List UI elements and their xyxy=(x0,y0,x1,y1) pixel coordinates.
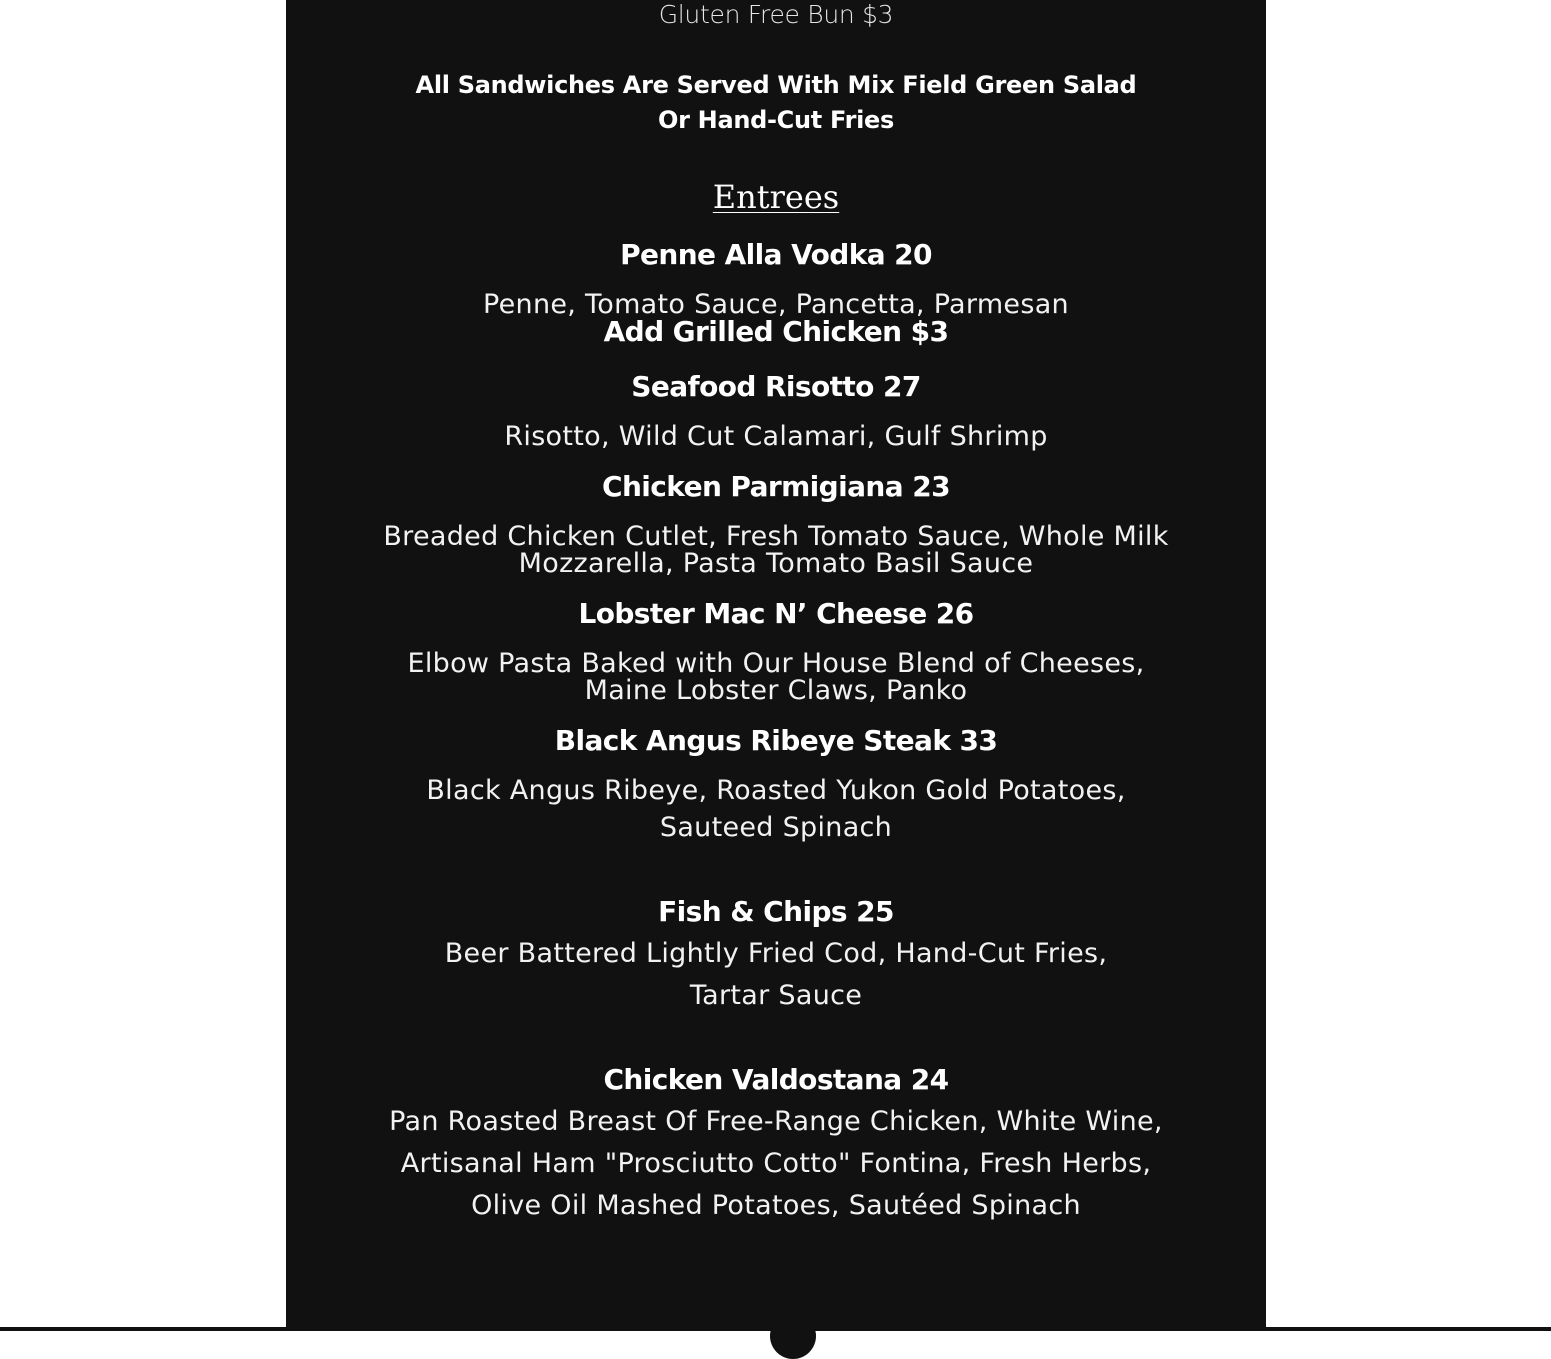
dish-description: Maine Lobster Claws, Panko xyxy=(584,675,968,706)
section-title-entrees: Entrees xyxy=(712,178,840,216)
dish-name: Lobster Mac N’ Cheese 26 xyxy=(578,597,974,630)
dish-description: Tartar Sauce xyxy=(689,980,863,1011)
dish-description: Artisanal Ham "Prosciutto Cotto" Fontina, Fresh Herbs, xyxy=(400,1148,1152,1179)
dish-addon: Add Grilled Chicken $3 xyxy=(603,315,949,348)
dish-name: Fish & Chips 25 xyxy=(658,895,894,928)
dish-description: Beer Battered Lightly Fried Cod, Hand-Cut Fries, xyxy=(444,938,1108,969)
dish-description: Risotto, Wild Cut Calamari, Gulf Shrimp xyxy=(504,421,1048,452)
gluten-free-note: Gluten Free Bun $3 xyxy=(658,0,894,29)
scroll-to-top-button[interactable] xyxy=(770,1313,816,1359)
dish-description: Olive Oil Mashed Potatoes, Sautéed Spinach xyxy=(471,1190,1081,1221)
dish-name: Chicken Valdostana 24 xyxy=(603,1063,949,1096)
dish-name: Seafood Risotto 27 xyxy=(631,370,921,403)
sandwich-note-line-2: Or Hand-Cut Fries xyxy=(657,106,894,134)
dish-name: Chicken Parmigiana 23 xyxy=(602,470,950,503)
sandwich-note-line-1: All Sandwiches Are Served With Mix Field Green Salad xyxy=(415,71,1137,99)
dish-name: Black Angus Ribeye Steak 33 xyxy=(554,724,998,757)
dish-name: Penne Alla Vodka 20 xyxy=(620,238,932,271)
dish-description: Breaded Chicken Cutlet, Fresh Tomato Sauce, Whole Milk xyxy=(383,521,1169,552)
dish-description: Elbow Pasta Baked with Our House Blend of Cheeses, xyxy=(407,648,1145,679)
dish-description: Pan Roasted Breast Of Free-Range Chicken, White Wine, xyxy=(389,1106,1163,1137)
dish-description: Black Angus Ribeye, Roasted Yukon Gold Potatoes, xyxy=(426,775,1126,806)
dish-description: Sauteed Spinach xyxy=(659,812,893,843)
dish-description: Mozzarella, Pasta Tomato Basil Sauce xyxy=(518,548,1034,579)
menu-panel xyxy=(286,0,1266,1329)
dish-description: Penne, Tomato Sauce, Pancetta, Parmesan xyxy=(483,289,1069,320)
